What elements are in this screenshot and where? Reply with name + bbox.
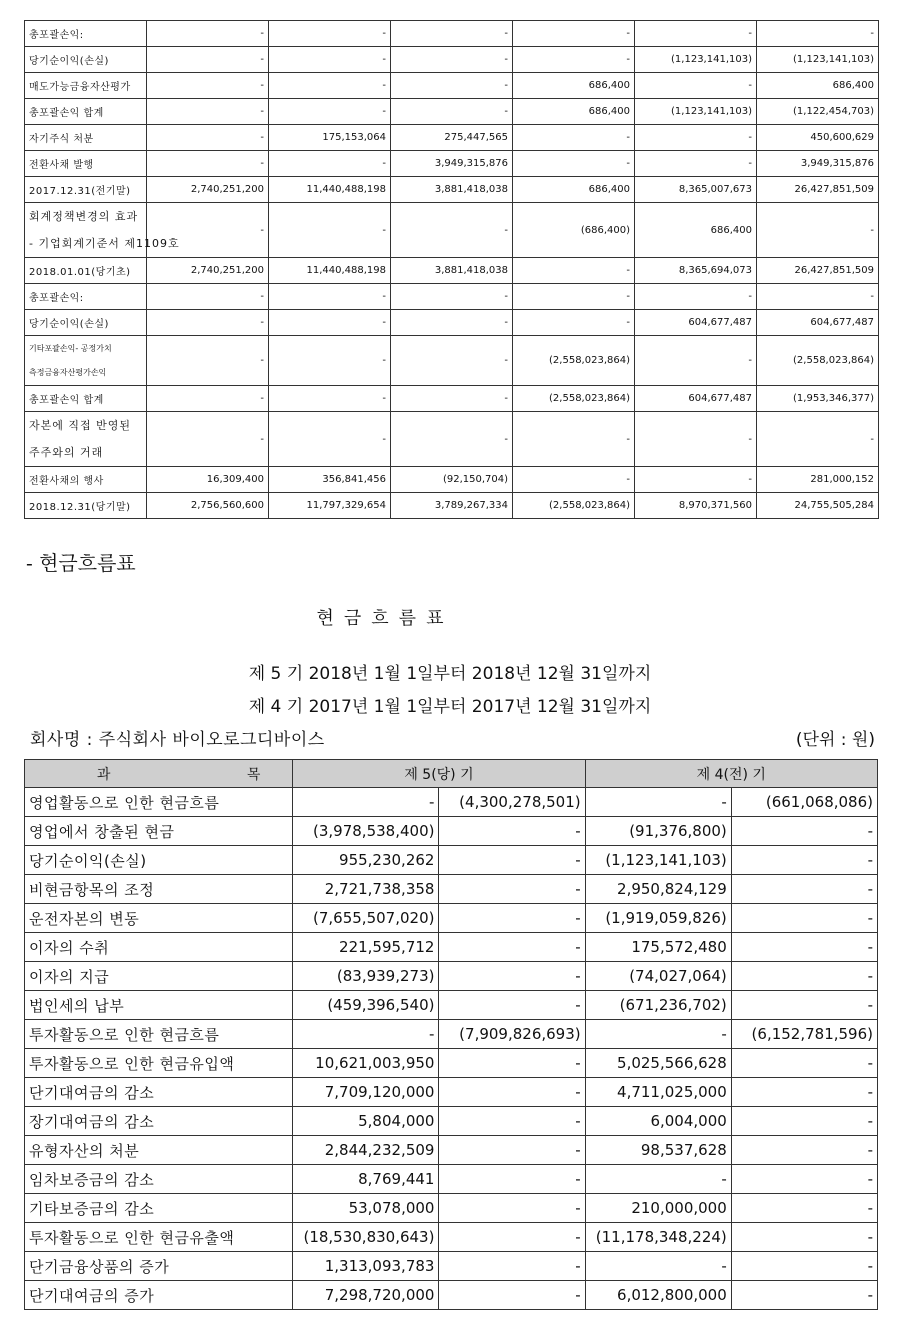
cashflow-cell: 7,709,120,000 xyxy=(293,1078,439,1107)
equity-cell: - xyxy=(269,73,391,99)
equity-row-label: 당기순이익(손실) xyxy=(25,47,147,73)
cashflow-cell: - xyxy=(731,1107,877,1136)
equity-cell: 686,400 xyxy=(513,73,635,99)
cashflow-cell: 6,012,800,000 xyxy=(585,1281,731,1310)
equity-cell: - xyxy=(391,284,513,310)
equity-cell: - xyxy=(269,99,391,125)
cashflow-row-label: 이자의 수취 xyxy=(25,933,293,962)
cashflow-cell: 175,572,480 xyxy=(585,933,731,962)
equity-cell: - xyxy=(391,73,513,99)
cashflow-cell: - xyxy=(439,1107,585,1136)
cashflow-cell: - xyxy=(731,991,877,1020)
cashflow-row xyxy=(25,1020,878,1049)
equity-cell: - xyxy=(269,412,391,467)
cashflow-row xyxy=(25,846,878,875)
equity-cell: - xyxy=(513,284,635,310)
equity-row-label: 당기순이익(손실) xyxy=(25,310,147,336)
equity-row-label-line: 주주와의 거래 xyxy=(29,446,104,459)
cashflow-row xyxy=(25,1136,878,1165)
cashflow-cell: (3,978,538,400) xyxy=(293,817,439,846)
cashflow-row xyxy=(25,904,878,933)
equity-row-label xyxy=(25,412,147,467)
cashflow-cell: 7,298,720,000 xyxy=(293,1281,439,1310)
equity-cell: (2,558,023,864) xyxy=(513,386,635,412)
equity-cell: 26,427,851,509 xyxy=(757,177,879,203)
equity-cell: 604,677,487 xyxy=(757,310,879,336)
cashflow-row-label: 단기대여금의 감소 xyxy=(25,1078,293,1107)
cashflow-cell: - xyxy=(731,962,877,991)
equity-row xyxy=(25,73,879,99)
cashflow-row xyxy=(25,1223,878,1252)
cashflow-row xyxy=(25,962,878,991)
equity-table xyxy=(24,20,879,519)
cashflow-cell: - xyxy=(731,933,877,962)
equity-row xyxy=(25,467,879,493)
equity-cell: 604,677,487 xyxy=(635,386,757,412)
cashflow-cell: 2,721,738,358 xyxy=(293,875,439,904)
equity-row xyxy=(25,310,879,336)
cashflow-row-label: 비현금항목의 조정 xyxy=(25,875,293,904)
cashflow-cell: - xyxy=(439,1165,585,1194)
cashflow-cell: 98,537,628 xyxy=(585,1136,731,1165)
equity-cell: - xyxy=(269,47,391,73)
equity-row xyxy=(25,21,879,47)
equity-cell: - xyxy=(391,386,513,412)
cashflow-row xyxy=(25,1049,878,1078)
equity-cell: 11,440,488,198 xyxy=(269,177,391,203)
equity-cell: - xyxy=(147,125,269,151)
period-prior: 제 4 기 2017년 1월 1일부터 2017년 12월 31일까지 xyxy=(248,697,652,717)
equity-cell: - xyxy=(147,310,269,336)
equity-row xyxy=(25,125,879,151)
cashflow-row xyxy=(25,1078,878,1107)
equity-cell: - xyxy=(147,203,269,258)
cashflow-cell: - xyxy=(439,1223,585,1252)
equity-cell: 686,400 xyxy=(513,99,635,125)
equity-cell: - xyxy=(757,284,879,310)
equity-row-label xyxy=(25,336,147,386)
equity-cell: 281,000,152 xyxy=(757,467,879,493)
equity-row-label: 2017.12.31(전기말) xyxy=(25,177,147,203)
equity-cell: - xyxy=(391,412,513,467)
cashflow-row-label: 투자활동으로 인한 현금유입액 xyxy=(25,1049,293,1078)
equity-cell: - xyxy=(513,258,635,284)
equity-row xyxy=(25,284,879,310)
cashflow-cell: 10,621,003,950 xyxy=(293,1049,439,1078)
equity-cell: - xyxy=(391,47,513,73)
cashflow-cell: - xyxy=(731,846,877,875)
equity-cell: - xyxy=(147,21,269,47)
cashflow-row-label: 투자활동으로 인한 현금유출액 xyxy=(25,1223,293,1252)
cashflow-table xyxy=(24,759,878,1310)
cashflow-cell: 210,000,000 xyxy=(585,1194,731,1223)
equity-cell: - xyxy=(147,284,269,310)
cashflow-cell: 955,230,262 xyxy=(293,846,439,875)
equity-cell: 686,400 xyxy=(757,73,879,99)
equity-cell: 24,755,505,284 xyxy=(757,493,879,519)
cashflow-cell: - xyxy=(439,846,585,875)
equity-cell: - xyxy=(635,412,757,467)
cashflow-cell: - xyxy=(731,904,877,933)
equity-cell: - xyxy=(269,336,391,386)
cashflow-cell: (661,068,086) xyxy=(731,788,877,817)
equity-row-label-line: 측정금융자산평가손익 xyxy=(29,367,107,377)
equity-cell: - xyxy=(513,310,635,336)
equity-cell: - xyxy=(147,336,269,386)
cashflow-cell: - xyxy=(439,904,585,933)
cashflow-cell: - xyxy=(731,1194,877,1223)
cashflow-cell: (18,530,830,643) xyxy=(293,1223,439,1252)
header-subject-left: 과 xyxy=(96,766,111,783)
equity-cell: - xyxy=(757,412,879,467)
cashflow-cell: (7,655,507,020) xyxy=(293,904,439,933)
equity-cell: (1,123,141,103) xyxy=(757,47,879,73)
equity-cell: - xyxy=(635,151,757,177)
equity-row xyxy=(25,99,879,125)
equity-cell: - xyxy=(635,21,757,47)
cashflow-cell: - xyxy=(731,817,877,846)
cashflow-row-label: 영업에서 창출된 현금 xyxy=(25,817,293,846)
equity-cell: 8,970,371,560 xyxy=(635,493,757,519)
equity-row-label: 총포괄손익 합계 xyxy=(25,99,147,125)
cashflow-cell: (459,396,540) xyxy=(293,991,439,1020)
cashflow-cell: - xyxy=(731,1136,877,1165)
equity-row-label-line: - 기업회계기준서 제1109호 xyxy=(29,237,180,250)
equity-cell: - xyxy=(513,151,635,177)
cashflow-cell: - xyxy=(731,1281,877,1310)
cashflow-row xyxy=(25,1281,878,1310)
equity-cell: - xyxy=(513,467,635,493)
cashflow-row xyxy=(25,933,878,962)
equity-cell: - xyxy=(635,125,757,151)
equity-cell: - xyxy=(757,203,879,258)
equity-cell: - xyxy=(513,412,635,467)
cashflow-row-label: 영업활동으로 인한 현금흐름 xyxy=(25,788,293,817)
equity-cell: - xyxy=(513,47,635,73)
period-current: 제 5 기 2018년 1월 1일부터 2018년 12월 31일까지 xyxy=(248,664,652,684)
equity-cell: 16,309,400 xyxy=(147,467,269,493)
equity-cell: (92,150,704) xyxy=(391,467,513,493)
cashflow-cell: (1,123,141,103) xyxy=(585,846,731,875)
equity-cell: - xyxy=(269,386,391,412)
equity-cell: - xyxy=(269,284,391,310)
cashflow-row-label: 단기금융상품의 증가 xyxy=(25,1252,293,1281)
cashflow-cell: - xyxy=(439,933,585,962)
equity-cell: (1,123,141,103) xyxy=(635,99,757,125)
equity-cell: 686,400 xyxy=(513,177,635,203)
equity-cell: - xyxy=(391,203,513,258)
equity-row xyxy=(25,151,879,177)
equity-cell: (686,400) xyxy=(513,203,635,258)
section-heading: - 현금흐름표 xyxy=(26,551,136,575)
equity-cell: 3,881,418,038 xyxy=(391,258,513,284)
equity-cell: 26,427,851,509 xyxy=(757,258,879,284)
cashflow-cell: 53,078,000 xyxy=(293,1194,439,1223)
equity-cell: 356,841,456 xyxy=(269,467,391,493)
cashflow-cell: - xyxy=(585,1020,731,1049)
cashflow-cell: - xyxy=(731,1049,877,1078)
cashflow-cell: - xyxy=(439,875,585,904)
cashflow-cell: (83,939,273) xyxy=(293,962,439,991)
cashflow-table-body xyxy=(25,788,878,1310)
cashflow-row-label: 이자의 지급 xyxy=(25,962,293,991)
equity-cell: - xyxy=(635,284,757,310)
equity-cell: (2,558,023,864) xyxy=(757,336,879,386)
cashflow-row-label: 기타보증금의 감소 xyxy=(25,1194,293,1223)
equity-cell: 175,153,064 xyxy=(269,125,391,151)
equity-cell: - xyxy=(269,203,391,258)
cashflow-cell: - xyxy=(585,1165,731,1194)
cashflow-row-label: 투자활동으로 인한 현금흐름 xyxy=(25,1020,293,1049)
equity-row xyxy=(25,203,879,258)
cashflow-cell: 2,844,232,509 xyxy=(293,1136,439,1165)
equity-table-body xyxy=(25,21,879,519)
statement-title: 현금흐름표 xyxy=(316,608,454,629)
equity-cell: 8,365,694,073 xyxy=(635,258,757,284)
equity-cell: 2,740,251,200 xyxy=(147,258,269,284)
equity-cell: 275,447,565 xyxy=(391,125,513,151)
equity-cell: 3,881,418,038 xyxy=(391,177,513,203)
cashflow-cell: (4,300,278,501) xyxy=(439,788,585,817)
cashflow-row xyxy=(25,875,878,904)
equity-cell: (1,953,346,377) xyxy=(757,386,879,412)
cashflow-cell: 8,769,441 xyxy=(293,1165,439,1194)
cashflow-cell: - xyxy=(585,788,731,817)
cashflow-cell: - xyxy=(293,1020,439,1049)
equity-cell: 11,440,488,198 xyxy=(269,258,391,284)
cashflow-cell: (1,919,059,826) xyxy=(585,904,731,933)
equity-row-label-line: 자본에 직접 반영된 xyxy=(29,419,132,432)
equity-cell: - xyxy=(635,73,757,99)
equity-row-label: 자기주식 처분 xyxy=(25,125,147,151)
equity-cell: - xyxy=(269,310,391,336)
equity-cell: (2,558,023,864) xyxy=(513,336,635,386)
equity-row xyxy=(25,258,879,284)
cashflow-row-label: 당기순이익(손실) xyxy=(25,846,293,875)
equity-cell: - xyxy=(391,310,513,336)
equity-row-label: 2018.12.31(당기말) xyxy=(25,493,147,519)
equity-row xyxy=(25,386,879,412)
equity-row-label: 총포괄손익: xyxy=(25,21,147,47)
cashflow-cell: - xyxy=(731,875,877,904)
cashflow-cell: - xyxy=(439,1281,585,1310)
equity-cell: 2,756,560,600 xyxy=(147,493,269,519)
unit-label: (단위 : 원) xyxy=(795,730,875,750)
cashflow-row xyxy=(25,788,878,817)
header-prior-period: 제 4(전) 기 xyxy=(585,760,877,788)
equity-cell: 8,365,007,673 xyxy=(635,177,757,203)
cashflow-cell: - xyxy=(439,1078,585,1107)
cashflow-cell: - xyxy=(731,1165,877,1194)
cashflow-row-label: 장기대여금의 감소 xyxy=(25,1107,293,1136)
cashflow-cell: - xyxy=(439,1194,585,1223)
cashflow-cell: 6,004,000 xyxy=(585,1107,731,1136)
equity-cell: (1,123,141,103) xyxy=(635,47,757,73)
equity-cell: (2,558,023,864) xyxy=(513,493,635,519)
cashflow-cell: - xyxy=(731,1223,877,1252)
equity-cell: - xyxy=(269,151,391,177)
cashflow-cell: (74,027,064) xyxy=(585,962,731,991)
equity-row-label: 전환사채의 행사 xyxy=(25,467,147,493)
cashflow-row-label: 유형자산의 처분 xyxy=(25,1136,293,1165)
header-subject xyxy=(25,760,293,788)
cashflow-row xyxy=(25,1165,878,1194)
equity-row xyxy=(25,177,879,203)
equity-cell: - xyxy=(269,21,391,47)
cashflow-row-label: 임차보증금의 감소 xyxy=(25,1165,293,1194)
equity-cell: - xyxy=(391,21,513,47)
cashflow-cell: (671,236,702) xyxy=(585,991,731,1020)
equity-row-label xyxy=(25,203,180,258)
equity-cell: 3,789,267,334 xyxy=(391,493,513,519)
cashflow-cell: 1,313,093,783 xyxy=(293,1252,439,1281)
equity-row xyxy=(25,412,879,467)
cashflow-cell: 4,711,025,000 xyxy=(585,1078,731,1107)
cashflow-row xyxy=(25,1107,878,1136)
equity-row-label-line: 기타포괄손익- 공정가치 xyxy=(29,343,112,353)
equity-cell: - xyxy=(147,73,269,99)
cashflow-cell: - xyxy=(731,1078,877,1107)
equity-cell: - xyxy=(391,99,513,125)
cashflow-cell: 221,595,712 xyxy=(293,933,439,962)
cashflow-cell: - xyxy=(439,817,585,846)
equity-row xyxy=(25,336,879,386)
header-current-period: 제 5(당) 기 xyxy=(293,760,585,788)
equity-cell: (1,122,454,703) xyxy=(757,99,879,125)
cashflow-cell: - xyxy=(439,1252,585,1281)
cashflow-cell: (91,376,800) xyxy=(585,817,731,846)
cashflow-row xyxy=(25,1252,878,1281)
equity-cell: - xyxy=(513,21,635,47)
equity-row-label: 매도가능금융자산평가 xyxy=(25,73,147,99)
cashflow-header-row xyxy=(25,760,878,788)
cashflow-cell: 2,950,824,129 xyxy=(585,875,731,904)
cashflow-cell: - xyxy=(439,991,585,1020)
equity-row-label-line: 회계정책변경의 효과 xyxy=(29,210,139,223)
equity-cell: 11,797,329,654 xyxy=(269,493,391,519)
cashflow-cell: - xyxy=(439,1136,585,1165)
equity-row-label: 총포괄손익: xyxy=(25,284,147,310)
cashflow-cell: (7,909,826,693) xyxy=(439,1020,585,1049)
equity-cell: - xyxy=(757,21,879,47)
cashflow-cell: (6,152,781,596) xyxy=(731,1020,877,1049)
equity-cell: - xyxy=(635,467,757,493)
equity-cell: - xyxy=(147,151,269,177)
equity-cell: - xyxy=(635,336,757,386)
cashflow-row xyxy=(25,991,878,1020)
equity-cell: - xyxy=(147,386,269,412)
cashflow-cell: - xyxy=(731,1252,877,1281)
cashflow-cell: - xyxy=(439,1049,585,1078)
equity-cell: - xyxy=(147,47,269,73)
equity-cell: 3,949,315,876 xyxy=(757,151,879,177)
cashflow-row-label: 운전자본의 변동 xyxy=(25,904,293,933)
cashflow-cell: - xyxy=(293,788,439,817)
cashflow-cell: 5,804,000 xyxy=(293,1107,439,1136)
cashflow-cell: (11,178,348,224) xyxy=(585,1223,731,1252)
cashflow-cell: 5,025,566,628 xyxy=(585,1049,731,1078)
cashflow-cell: - xyxy=(439,962,585,991)
equity-cell: - xyxy=(147,412,269,467)
equity-cell: - xyxy=(147,99,269,125)
equity-cell: 2,740,251,200 xyxy=(147,177,269,203)
company-name: 회사명 : 주식회사 바이오로그디바이스 xyxy=(30,730,325,750)
header-subject-right: 목 xyxy=(246,766,261,783)
equity-row-label: 2018.01.01(당기초) xyxy=(25,258,147,284)
equity-row xyxy=(25,493,879,519)
cashflow-row-label: 법인세의 납부 xyxy=(25,991,293,1020)
equity-cell: 3,949,315,876 xyxy=(391,151,513,177)
cashflow-row-label: 단기대여금의 증가 xyxy=(25,1281,293,1310)
equity-cell: 686,400 xyxy=(635,203,757,258)
equity-row-label: 전환사채 발행 xyxy=(25,151,147,177)
equity-row-label: 총포괄손익 합계 xyxy=(25,386,147,412)
equity-cell: - xyxy=(391,336,513,386)
cashflow-row xyxy=(25,1194,878,1223)
equity-cell: - xyxy=(513,125,635,151)
equity-cell: 604,677,487 xyxy=(635,310,757,336)
cashflow-cell: - xyxy=(585,1252,731,1281)
equity-row xyxy=(25,47,879,73)
cashflow-row xyxy=(25,817,878,846)
equity-cell: 450,600,629 xyxy=(757,125,879,151)
